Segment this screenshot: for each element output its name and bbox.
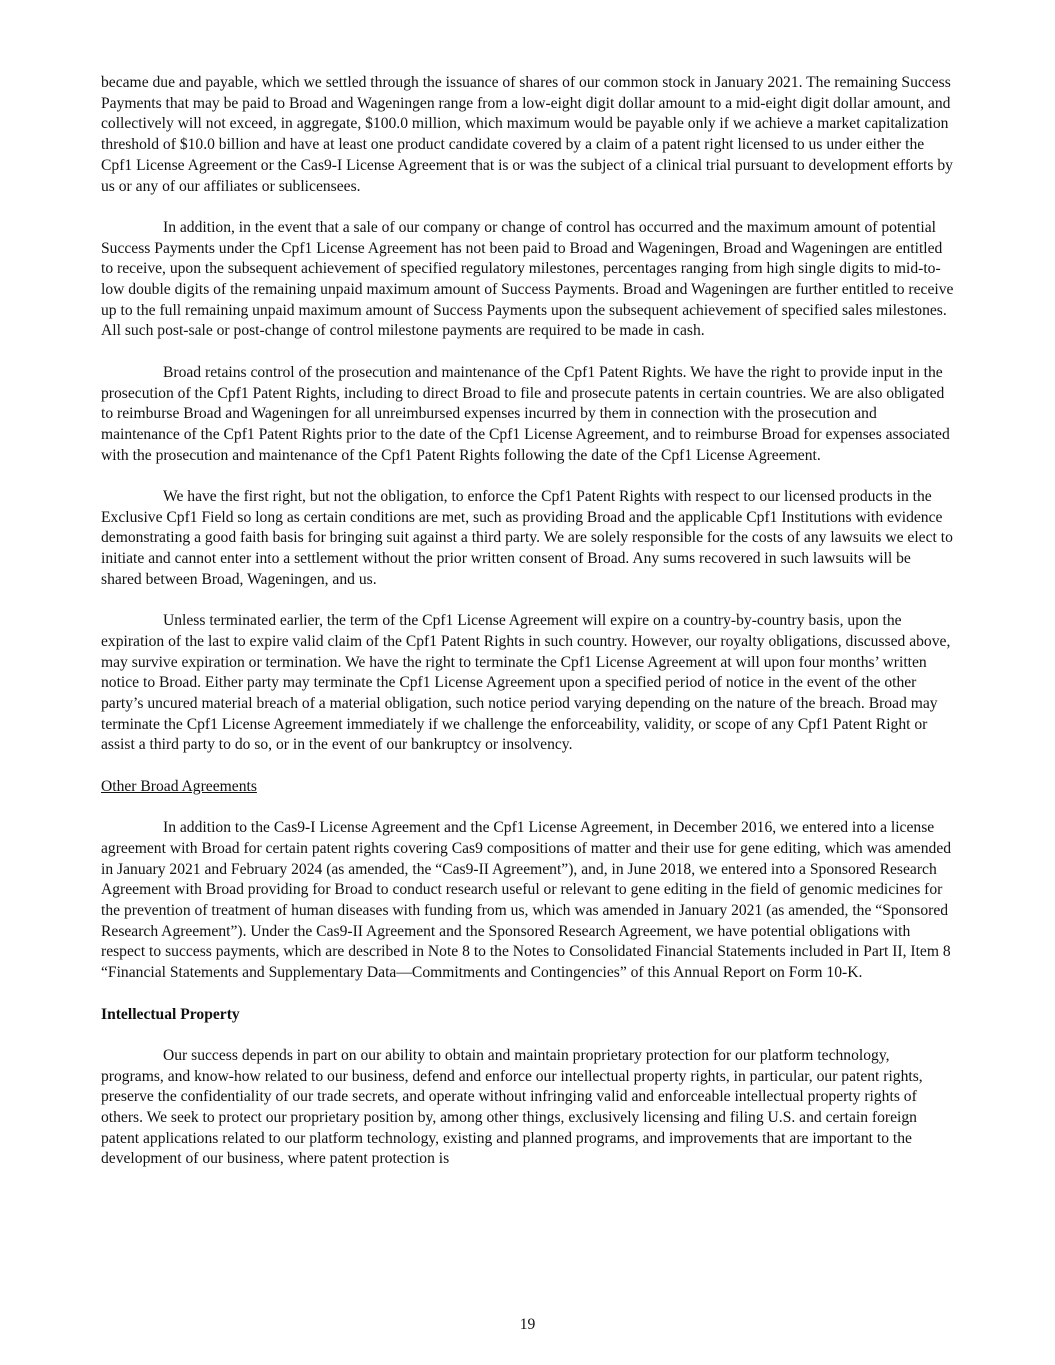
paragraph-termination: Unless terminated earlier, the term of the Cpf1 License Agreement will expire on a country-by-country basis, upon the expiration of the last to expire valid claim of the Cpf1 Patent Rights in such country. However, our royalty obligations, discussed above, may survive expiration or termination. We have the right to terminate the Cpf1 License Agreement at will upon four months’ written notice to Broad. Either party may terminate the Cpf1 License Agreement upon a specified period of notice in the event of the other party’s uncured material breach of a material obligation, such notice period varying depending on the nature of the breach. Broad may terminate the Cpf1 License Agreement immediately if we challenge the enforceability, validity, or scope of any Cpf1 Patent Right or assist a third party to do so, or in the event of our bankruptcy or insolvency. (101, 612, 951, 754)
document-page (101, 73, 954, 1191)
page-number: 19 (519, 1316, 536, 1333)
paragraph-other-agreements: In addition to the Cas9-I License Agreement and the Cpf1 License Agreement, in December 2016, we entered into a license agreement with Broad for certain patent rights covering Cas9 compositions of matter and their use for gene editing, which was amended in January 2021 and February 2024 (as amended, the “Cas9-II Agreement”), and, in June 2018, we entered into a Sponsored Research Agreement with Broad providing for Broad to conduct research useful or relevant to gene editing in the field of genomic medicines for the prevention of treatment of human diseases with funding from us, which was amended in January 2021 (as amended, the “Sponsored Research Agreement”). Under the Cas9-II Agreement and the Sponsored Research Agreement, we have potential obligations with respect to success payments, which are described in Note 8 to the Notes to Consolidated Financial Statements included in Part II, Item 8 “Financial Statements and Supplementary Data—Commitments and Contingencies” of this Annual Report on Form 10-K. (101, 819, 952, 982)
heading-intellectual-property: Intellectual Property (101, 1005, 240, 1023)
paragraph-enforcement: We have the first right, but not the obligation, to enforce the Cpf1 Patent Rights with respect to our licensed products in the Exclusive Cpf1 Field so long as certain conditions are met, such as providing Broad and the applicable Cpf1 Institutions with evidence demonstrating a good faith basis for bringing suit against a third party. We are solely responsible for the costs of any lawsuits we elect to initiate and cannot enter into a settlement without the prior written consent of Broad. Any sums recovered in such lawsuits will be shared between Broad, Wageningen, and us. (101, 488, 953, 588)
paragraph-prosecution: Broad retains control of the prosecution and maintenance of the Cpf1 Patent Rights. We have the right to provide input in the prosecution of the Cpf1 Patent Rights, including to direct Broad to file and prosecute patents in certain countries. We are also obligated to reimburse Broad and Wageningen for all unreimbursed expenses incurred by them in connection with the prosecution and maintenance of the Cpf1 Patent Rights prior to the date of the Cpf1 License Agreement, and to reimburse Broad for expenses associated with the prosecution and maintenance of the Cpf1 Patent Rights following the date of the Cpf1 License Agreement. (101, 363, 950, 464)
subheading-other-broad-agreements: Other Broad Agreements (101, 777, 257, 795)
paragraph-change-of-control: In addition, in the event that a sale of our company or change of control has occurred and the maximum amount of potential Success Payments under the Cpf1 License Agreement has not been paid to Broad and Wageningen, Broad and Wageningen are entitled to receive, upon the subsequent achievement of specified regulatory milestones, percentages ranging from high single digits to mid-to-low double digits of the remaining unpaid maximum amount of Success Payments. Broad and Wageningen are further entitled to receive up to the full remaining unpaid maximum amount of Success Payments upon the subsequent achievement of specified sales milestones. All such post-sale or post-change of control milestone payments are required to be made in cash. (101, 218, 954, 340)
paragraph-ip-strategy: Our success depends in part on our ability to obtain and maintain proprietary protection for our platform technology, programs, and know-how related to our business, defend and enforce our intellectual property rights, in particular, our patent rights, preserve the confidentiality of our trade secrets, and operate without infringing valid and enforceable intellectual property rights of others. We seek to protect our proprietary position by, among other things, exclusively licensing and filing U.S. and certain foreign patent applications related to our platform technology, existing and planned programs, and improvements that are important to the development of our business, where patent protection is (101, 1046, 923, 1168)
paragraph-success-payments: became due and payable, which we settled through the issuance of shares of our common stock in January 2021. The remaining Success Payments that may be paid to Broad and Wageningen range from a low-eight digit dollar amount to a mid-eight digit dollar amount, and collectively will not exceed, in aggregate, $100.0 million, which maximum would be payable only if we achieve a market capitalization threshold of $10.0 billion and have at least one product candidate covered by a claim of a patent right licensed to us under either the Cpf1 License Agreement or the Cas9-I License Agreement that is or was the subject of a clinical trial pursuant to development efforts by us or any of our affiliates or sublicensees. (101, 74, 953, 195)
